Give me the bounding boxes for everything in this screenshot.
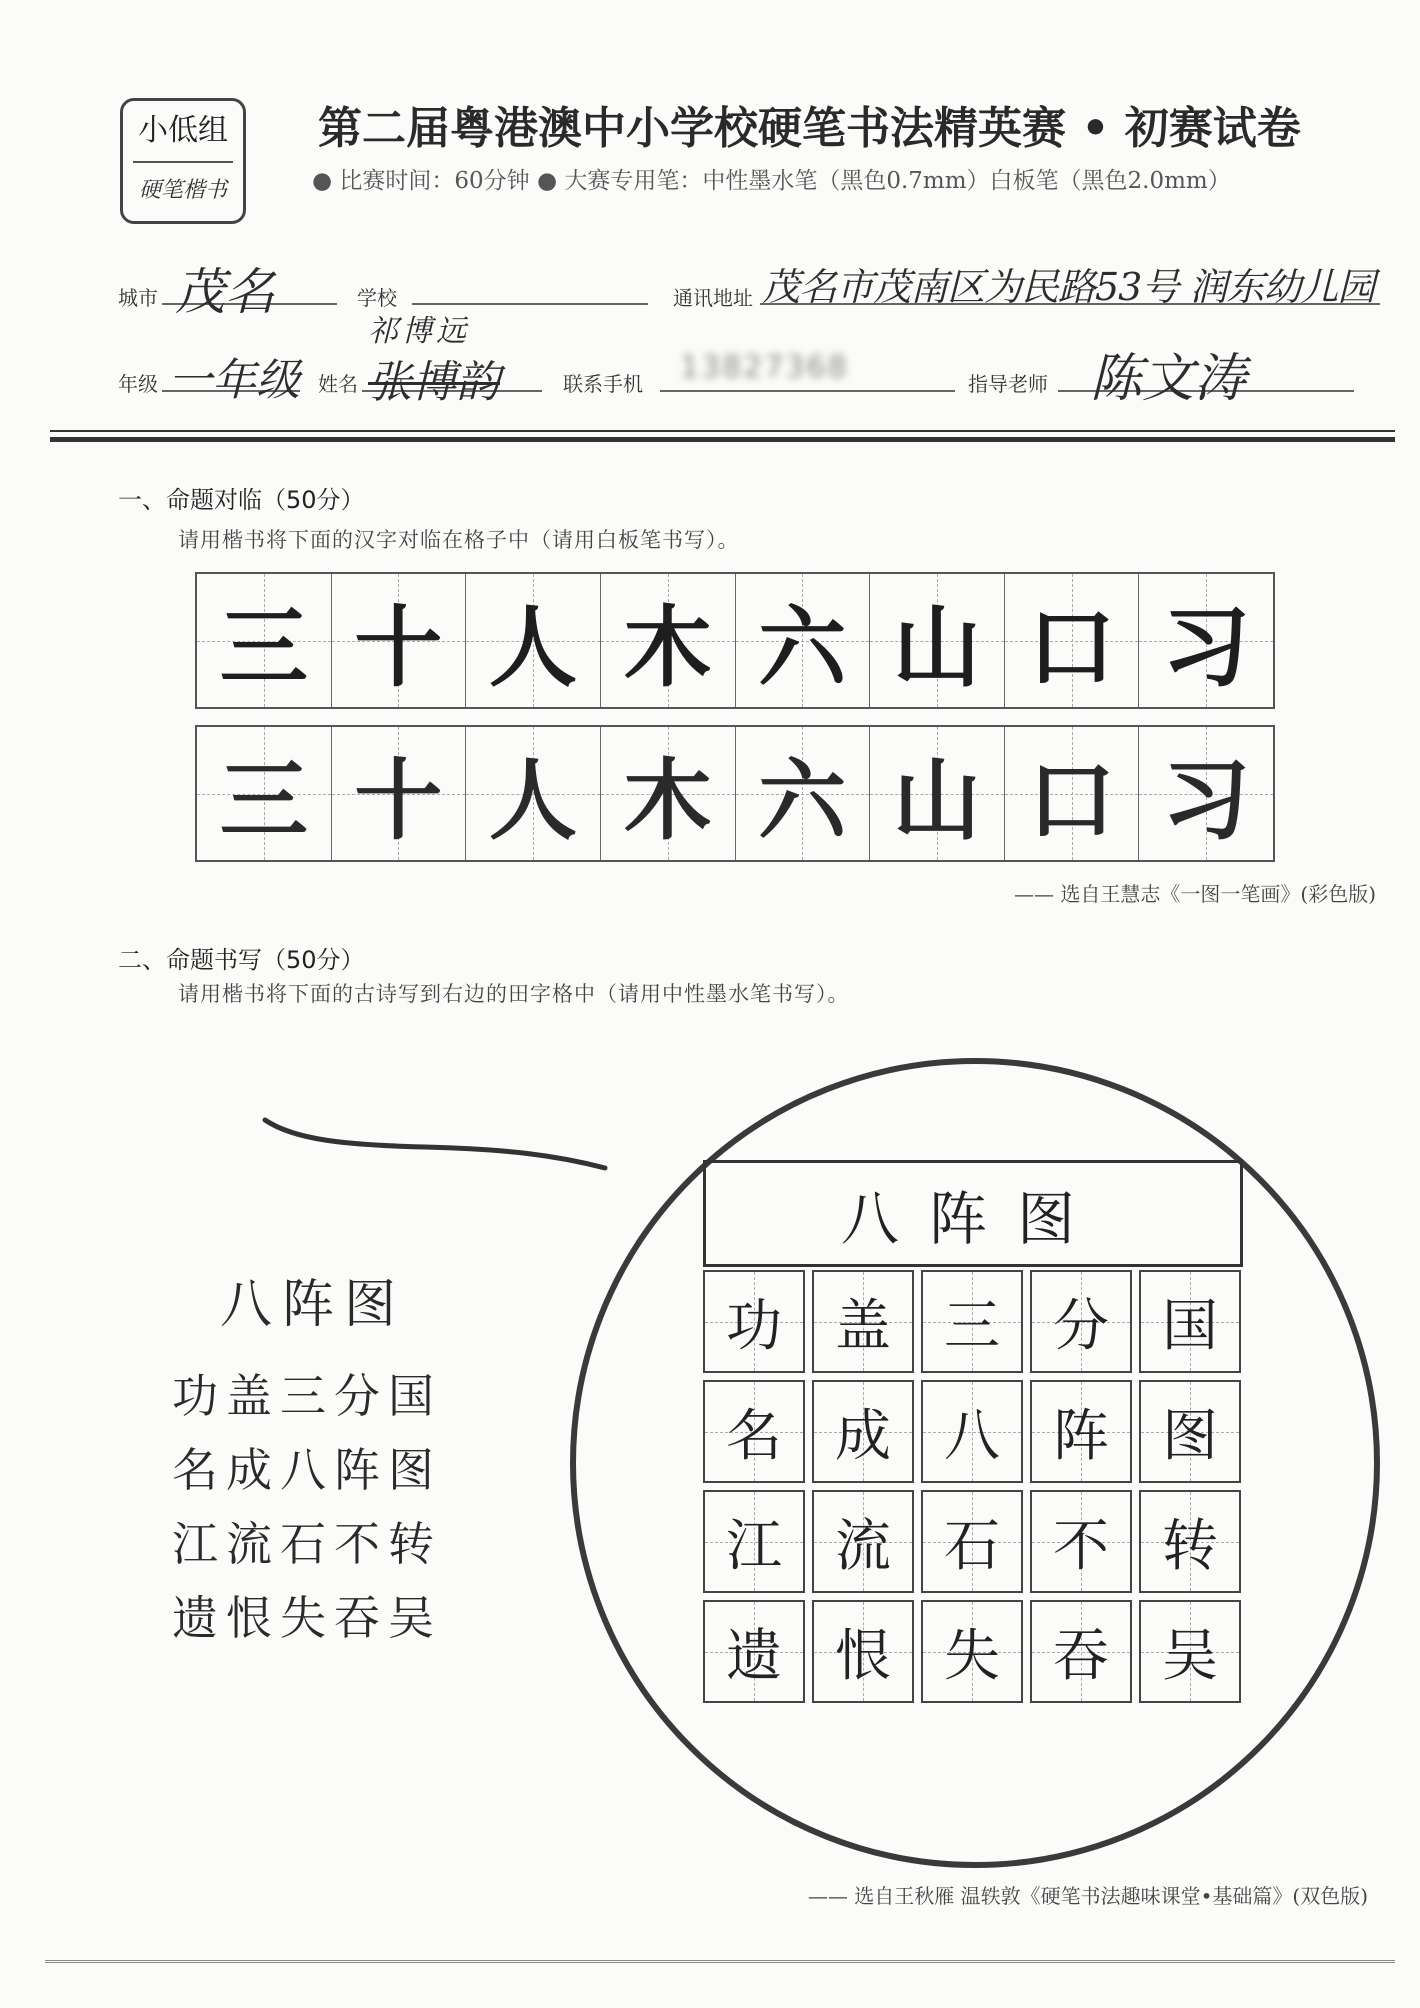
- answer-cell[interactable]: 恨: [812, 1600, 914, 1703]
- answer-cell[interactable]: 盖: [812, 1270, 914, 1373]
- city-value[interactable]: 茂名: [175, 263, 275, 321]
- group-badge: [120, 98, 246, 224]
- address-label: 通讯地址: [673, 286, 753, 310]
- exam-subtitle: ● 比赛时间：60分钟 ● 大赛专用笔：中性墨水笔（黑色0.7mm）白板笔（黑色2.0mm）: [312, 168, 1231, 194]
- section2-instructions: 请用楷书将下面的古诗写到右边的田字格中（请用中性墨水笔书写）。: [178, 982, 850, 1006]
- student-cell[interactable]: 山: [870, 727, 1005, 860]
- answer-cell[interactable]: 图: [1139, 1380, 1241, 1483]
- poem-line: 名成八阵图: [172, 1443, 442, 1497]
- model-character-grid: [195, 572, 1275, 709]
- exam-title: 第二届粤港澳中小学校硬笔书法精英赛 • 初赛试卷: [318, 103, 1301, 154]
- answer-cell[interactable]: 名: [703, 1380, 805, 1483]
- answer-cell[interactable]: 石: [921, 1490, 1023, 1593]
- answer-cell[interactable]: 三: [921, 1270, 1023, 1373]
- answer-row: [703, 1490, 1243, 1593]
- student-cell[interactable]: 三: [197, 727, 332, 860]
- model-cell: 木: [601, 574, 736, 707]
- poem-line: 功盖三分国: [172, 1369, 442, 1423]
- city-label: 城市: [118, 286, 158, 310]
- answer-cell[interactable]: 阵: [1030, 1380, 1132, 1483]
- section2-title: 二、命题书写（50分）: [118, 946, 365, 974]
- student-cell[interactable]: 十: [332, 727, 467, 860]
- badge-group-label: 小低组: [138, 113, 228, 148]
- answer-cell[interactable]: 功: [703, 1270, 805, 1373]
- section1-credit: —— 选自王慧志《一图一笔画》(彩色版): [1014, 882, 1376, 906]
- student-cell[interactable]: 人: [466, 727, 601, 860]
- model-cell: 人: [466, 574, 601, 707]
- school-label: 学校: [357, 286, 397, 310]
- grade-label: 年级: [118, 372, 158, 396]
- pen-stroke-mark: [255, 1105, 615, 1175]
- model-cell: 六: [736, 574, 871, 707]
- header-rule-thick: [50, 437, 1395, 442]
- answer-row: [703, 1270, 1243, 1373]
- answer-cell[interactable]: 国: [1139, 1270, 1241, 1373]
- student-cell[interactable]: 习: [1139, 727, 1273, 860]
- student-tracing-grid[interactable]: [195, 725, 1275, 862]
- answer-cell[interactable]: 吞: [1030, 1600, 1132, 1703]
- teacher-label: 指导老师: [968, 372, 1048, 396]
- header-rule-thin: [50, 430, 1395, 432]
- school-underline: [412, 303, 648, 305]
- answer-cell[interactable]: 分: [1030, 1270, 1132, 1373]
- section1-title: 一、命题对临（50分）: [118, 486, 365, 514]
- address-value[interactable]: 茂名市茂南区为民路53号 润东幼儿园: [762, 265, 1375, 309]
- answer-cell[interactable]: 流: [812, 1490, 914, 1593]
- poem-title: 八阵图: [220, 1275, 407, 1335]
- model-cell: 习: [1139, 574, 1273, 707]
- name-label: 姓名: [318, 372, 358, 396]
- grade-value[interactable]: 一年级: [168, 355, 300, 406]
- poem-line: 遗恨失吞吴: [172, 1591, 442, 1645]
- answer-cell[interactable]: 失: [921, 1600, 1023, 1703]
- section1-instructions: 请用楷书将下面的汉字对临在格子中（请用白板笔书写）。: [178, 528, 740, 552]
- phone-value-blurred: 13827368: [680, 350, 849, 385]
- answer-cell[interactable]: 八: [921, 1380, 1023, 1483]
- phone-label: 联系手机: [563, 372, 643, 396]
- model-cell: 三: [197, 574, 332, 707]
- model-cell: 口: [1005, 574, 1140, 707]
- name-correction[interactable]: 祁博远: [368, 314, 470, 349]
- model-cell: 十: [332, 574, 467, 707]
- answer-title-box[interactable]: 八阵图: [703, 1160, 1243, 1267]
- footer-rule: [45, 1960, 1395, 1963]
- answer-row: [703, 1600, 1243, 1703]
- answer-cell[interactable]: 吴: [1139, 1600, 1241, 1703]
- badge-style-label: 硬笔楷书: [138, 178, 227, 203]
- phone-underline: [660, 390, 955, 392]
- teacher-value[interactable]: 陈文涛: [1090, 349, 1247, 409]
- badge-divider: [133, 161, 233, 163]
- student-cell[interactable]: 六: [736, 727, 871, 860]
- answer-cell[interactable]: 成: [812, 1380, 914, 1483]
- section2-credit: —— 选自王秋雁 温轶敦《硬笔书法趣味课堂•基础篇》(双色版): [807, 1884, 1368, 1908]
- student-cell[interactable]: 口: [1005, 727, 1140, 860]
- answer-cell[interactable]: 不: [1030, 1490, 1132, 1593]
- answer-cell[interactable]: 遗: [703, 1600, 805, 1703]
- poem-line: 江流石不转: [172, 1517, 442, 1571]
- answer-row: [703, 1380, 1243, 1483]
- student-cell[interactable]: 木: [601, 727, 736, 860]
- answer-cell[interactable]: 转: [1139, 1490, 1241, 1593]
- answer-cell[interactable]: 江: [703, 1490, 805, 1593]
- name-crossed-out: 张博韵: [368, 357, 500, 408]
- answer-grid[interactable]: [703, 1270, 1243, 1710]
- model-cell: 山: [870, 574, 1005, 707]
